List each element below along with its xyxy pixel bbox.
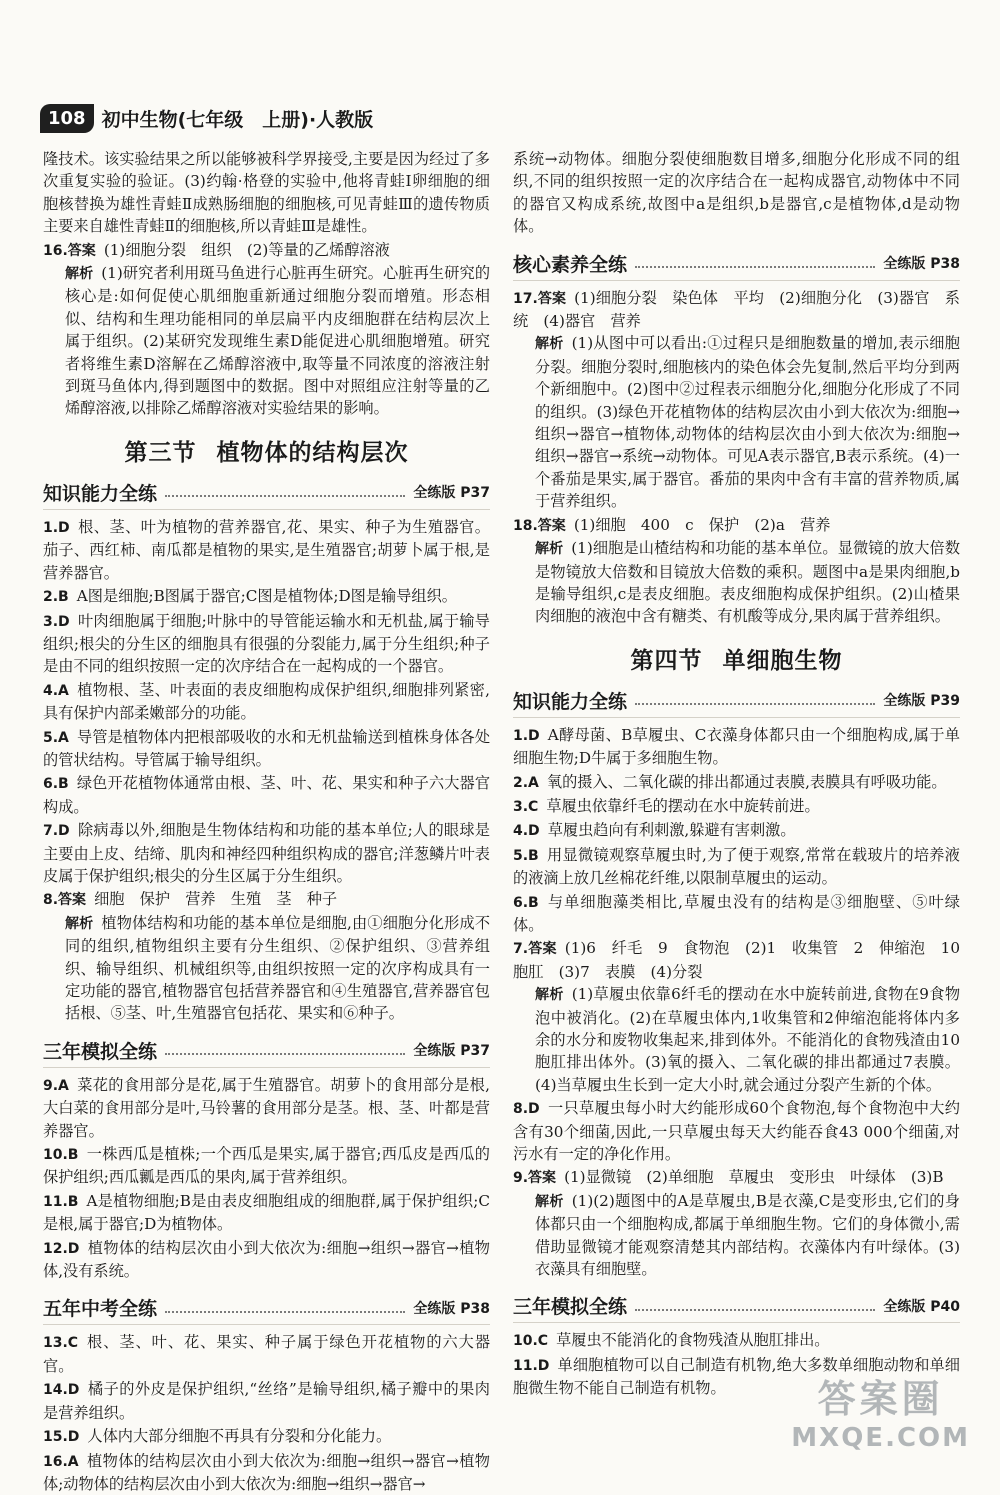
item-text: (1)细胞分裂 组织 (2)等量的乙烯醇溶液: [104, 241, 390, 259]
page-number: 108: [40, 104, 94, 133]
item-text: 人体内大部分细胞不再具有分裂和分化能力。: [87, 1427, 391, 1445]
item-label: 4.A: [43, 683, 69, 699]
item-text: 植物体的结构层次由小到大依次为:细胞→组织→器官→植物体,没有系统。: [43, 1239, 490, 1280]
answer-item: [43, 1074, 490, 1142]
section-ref: 全练版 P39: [883, 690, 960, 710]
item-label: 5.A: [43, 730, 69, 746]
dotted-leader: [635, 266, 875, 268]
dotted-leader: [635, 703, 875, 705]
item-label: 1.D: [513, 728, 540, 744]
section-header: [43, 479, 490, 510]
explanation: [513, 983, 960, 1096]
watermark-logo: [791, 1368, 970, 1453]
item-text: A是植物细胞;B是由表皮细胞组成的细胞群,属于保护组织;C是根,属于器官;D为植物体。: [43, 1192, 490, 1233]
item-text: 用显微镜观察草履虫时,为了便于观察,常常在载玻片的培养液的液滴上放几丝棉花纤维,以限制草履虫的运动。: [513, 846, 960, 887]
watermark-domain: MXQE.COM: [791, 1423, 970, 1453]
answer-item: [43, 1331, 490, 1377]
dotted-leader: [165, 1311, 405, 1313]
section-ref: 全练版 P38: [413, 1298, 490, 1318]
section-header: [513, 687, 960, 718]
item-label: 解析: [65, 266, 93, 282]
item-label: 17.答案: [513, 291, 566, 307]
explanation: [513, 332, 960, 512]
item-text: 植物体结构和功能的基本单位是细胞,由①细胞分化形成不同的组织,植物组织主要有分生组织、②保护组织、③营养组织、输导组织、机械组织等,由组织按照一定的次序构成具有一定功能的器官,植物器官包括营养器官和④生殖器官,营养器官包括根、⑤茎、叶,生殖器官包括花、果实和⑥种子。: [65, 914, 490, 1023]
item-text: 隆技术。该实验结果之所以能够被科学界接受,主要是因为经过了多次重复实验的验证。(3)约翰·格登的实验中,他将青蛙Ⅰ卵细胞的细胞核替换为雄性青蛙Ⅱ成熟肠细胞的细胞核,可见青蛙Ⅲ的遗传物质主要来自雄性青蛙Ⅱ的细胞核,所以青蛙Ⅲ是雄性。: [43, 150, 490, 235]
paragraph: [513, 148, 960, 238]
item-text: 根、茎、叶、花、果实、种子属于绿色开花植物的六大器官。: [43, 1333, 490, 1374]
item-text: 系统→动物体。细胞分裂使细胞数目增多,细胞分化形成不同的组织,不同的组织按照一定的次序结合在一起构成器官,动物体中不同的器官又构成系统,故图中a是组织,b是器官,c是植物体,d是动物体。: [513, 150, 960, 235]
item-text: 绿色开花植物体通常由根、茎、叶、花、果实和种子六大器官构成。: [43, 774, 490, 815]
section-ref: 全练版 P37: [413, 1040, 490, 1060]
item-label: 18.答案: [513, 518, 566, 534]
answer-item: [43, 888, 490, 911]
answer-item: [43, 585, 490, 608]
item-text: 菜花的食用部分是花,属于生殖器官。胡萝卜的食用部分是根,大白菜的食用部分是叶,马铃薯的食用部分是茎。根、茎、叶都是营养器官。: [43, 1076, 490, 1140]
chapter-title: [513, 642, 960, 675]
item-label: 9.答案: [513, 1170, 556, 1186]
answer-item: [43, 516, 490, 584]
section-title: 三年模拟全练: [513, 1292, 627, 1319]
explanation: [513, 1190, 960, 1281]
answer-item: [43, 1378, 490, 1424]
item-text: 单细胞植物可以自己制造有机物,绝大多数单细胞动物和单细胞微生物不能自己制造有机物。: [513, 1356, 960, 1397]
item-label: 6.B: [43, 776, 69, 792]
answer-item: [43, 610, 490, 678]
section-ref: 全练版 P40: [883, 1296, 960, 1316]
item-text: A图是细胞;B图属于器官;C图是植物体;D图是输导组织。: [77, 587, 457, 605]
dotted-leader: [635, 1309, 875, 1311]
item-text: 叶肉细胞属于细胞;叶脉中的导管能运输水和无机盐,属于输导组织;根尖的分生区的细胞具有很强的分裂能力,属于分生组织;种子是由不同的组织按照一定的次序结合在一起构成的一个器官。: [43, 612, 490, 676]
answer-item: [513, 287, 960, 333]
item-label: 解析: [65, 916, 93, 932]
answer-item: [513, 844, 960, 890]
answer-item: [43, 1190, 490, 1236]
watermark-text: 答案圈: [791, 1368, 970, 1423]
paragraph: [43, 148, 490, 238]
chapter-number: 第四节: [631, 648, 703, 674]
answer-item: [513, 1166, 960, 1189]
section-title: 知识能力全练: [43, 479, 157, 506]
answer-item: [43, 679, 490, 725]
section-ref: 全练版 P37: [413, 482, 490, 502]
item-text: 草履虫趋向有利刺激,躲避有害刺激。: [548, 821, 796, 839]
item-text: 草履虫不能消化的食物残渣从胞肛排出。: [556, 1331, 829, 1349]
item-label: 解析: [535, 1194, 564, 1210]
answer-item: [43, 1425, 490, 1448]
section-header: [513, 1292, 960, 1323]
item-text: A酵母菌、B草履虫、C衣藻身体都只由一个细胞构成,属于单细胞生物;D牛属于多细胞生物。: [513, 726, 960, 767]
item-text: (1)从图中可以看出:①过程只是细胞数量的增加,表示细胞分裂。细胞分裂时,细胞核内的染色体会先复制,然后平均分到两个新细胞中。(2)图中②过程表示细胞分化,细胞分化形成了不同的组织。(3)绿色开花植物体的结构层次由小到大依次为:细胞→组织→器官→植物体,动物体的结构层次由小到大依次为:细胞→组织→器官→系统→动物体。可见A表示器官,B表示系统。(4)一个番茄是果实,属于器官。番茄的果肉中含有丰富的营养物质,属于营养组织。: [535, 334, 960, 510]
item-label: 10.C: [513, 1333, 548, 1349]
item-label: 13.C: [43, 1335, 78, 1351]
chapter-name: 单细胞生物: [723, 648, 843, 674]
item-label: 2.B: [43, 589, 69, 605]
item-label: 解析: [535, 336, 564, 352]
item-text: 导管是植物体内把根部吸收的水和无机盐输送到植株身体各处的管状结构。导管属于输导组织。: [43, 728, 490, 769]
item-label: 3.C: [513, 799, 538, 815]
item-text: 与单细胞藻类相比,草履虫没有的结构是③细胞壁、⑤叶绿体。: [513, 893, 960, 934]
item-text: 一株西瓜是植株;一个西瓜是果实,属于器官;西瓜皮是西瓜的保护组织;西瓜瓤是西瓜的果肉,属于营养组织。: [43, 1145, 490, 1186]
item-text: 除病毒以外,细胞是生物体结构和功能的基本单位;人的眼球是主要由上皮、结缔、肌肉和神经四种组织构成的器官;洋葱鳞片叶表皮属于保护组织;根尖的分生区属于分生组织。: [43, 821, 490, 885]
section-header: [513, 250, 960, 281]
answer-item: [513, 514, 960, 537]
item-label: 7.D: [43, 823, 70, 839]
item-label: 3.D: [43, 614, 70, 630]
item-text: 细胞 保护 营养 生殖 茎 种子: [94, 890, 337, 908]
item-label: 7.答案: [513, 941, 557, 957]
item-label: 10.B: [43, 1147, 78, 1163]
section-ref: 全练版 P38: [883, 253, 960, 273]
item-label: 9.A: [43, 1078, 69, 1094]
item-label: 12.D: [43, 1241, 79, 1257]
section-header: [43, 1037, 490, 1068]
page-header: [40, 100, 373, 136]
right-column: [513, 148, 960, 1400]
answer-item: [513, 1097, 960, 1165]
answer-item: [513, 1329, 960, 1352]
section-title: 知识能力全练: [513, 687, 627, 714]
item-text: 根、茎、叶为植物的营养器官,花、果实、种子为生殖器官。茄子、西红柿、南瓜都是植物的果实,是生殖器官;胡萝卜属于根,是营养器官。: [43, 518, 490, 582]
item-label: 解析: [535, 987, 564, 1003]
answer-item: [513, 891, 960, 937]
item-text: (1)6 纤毛 9 食物泡 (2)1 收集管 2 伸缩泡 10 胞肛 (3)7 表膜 (4)分裂: [513, 939, 975, 980]
section-title: 核心素养全练: [513, 250, 627, 277]
answer-item: [43, 726, 490, 772]
explanation: [513, 537, 960, 628]
answer-item: [43, 1450, 490, 1495]
item-text: (1)显微镜 (2)单细胞 草履虫 变形虫 叶绿体 (3)B: [564, 1168, 943, 1186]
item-label: 14.D: [43, 1382, 79, 1398]
answer-item: [513, 771, 960, 794]
item-label: 6.B: [513, 895, 539, 911]
item-label: 8.D: [513, 1101, 540, 1117]
chapter-title: [43, 434, 490, 467]
item-text: 氧的摄入、二氧化碳的排出都通过表膜,表膜具有呼吸功能。: [547, 773, 947, 791]
section-title: 三年模拟全练: [43, 1037, 157, 1064]
item-text: 橘子的外皮是保护组织,“丝络”是输导组织,橘子瓣中的果肉是营养组织。: [43, 1380, 490, 1421]
item-label: 11.D: [513, 1358, 549, 1374]
section-title: 五年中考全练: [43, 1294, 157, 1321]
answer-item: [513, 937, 960, 983]
item-text: (1)(2)题图中的A是草履虫,B是衣藻,C是变形虫,它们的身体都只由一个细胞构成,都属于单细胞生物。它们的身体微小,需借助显微镜才能观察清楚其内部结构。衣藻体内有叶绿体。(3)衣藻具有细胞壁。: [535, 1192, 960, 1278]
item-text: 植物体的结构层次由小到大依次为:细胞→组织→器官→植物体;动物体的结构层次由小到大依次为:细胞→组织→器官→: [43, 1452, 490, 1493]
answer-item: [513, 724, 960, 770]
answer-item: [43, 1143, 490, 1189]
item-text: (1)研究者利用斑马鱼进行心脏再生研究。心脏再生研究的核心是:如何促使心肌细胞重新通过细胞分裂而增殖。形态相似、结构和生理功能相同的单层扁平内皮细胞群在结构层次上属于组织。(2)某研究发现维生素D能促进心肌细胞增殖。研究者将维生素D溶解在乙烯醇溶液中,取等量不同浓度的溶液注射到斑马鱼体内,得到题图中的数据。图中对照组应注射等量的乙烯醇溶液,以排除乙烯醇溶液对实验结果的影响。: [65, 264, 490, 417]
item-text: (1)草履虫依靠6纤毛的摆动在水中旋转前进,食物在9食物泡中被消化。(2)在草履虫体内,1收集管和2伸缩泡能将体内多余的水分和废物收集起来,排到体外。不能消化的食物残渣由10胞肛排出体外。(3)氧的摄入、二氧化碳的排出都通过7表膜。(4)当草履虫生长到一定大小时,就会通过分裂产生新的个体。: [535, 985, 960, 1094]
item-text: (1)细胞分裂 染色体 平均 (2)细胞分化 (3)器官 系统 (4)器官 营养: [513, 289, 960, 330]
item-label: 1.D: [43, 520, 70, 536]
dotted-leader: [165, 495, 405, 497]
explanation: [43, 262, 490, 420]
item-label: 15.D: [43, 1429, 79, 1445]
item-label: 5.B: [513, 848, 539, 864]
answer-item: [43, 239, 490, 262]
answer-item: [513, 819, 960, 842]
item-text: (1)细胞 400 c 保护 (2)a 营养: [574, 516, 831, 534]
item-label: 2.A: [513, 775, 539, 791]
item-label: 解析: [535, 541, 563, 557]
item-text: 植物根、茎、叶表面的表皮细胞构成保护组织,细胞排列紧密,具有保护内部柔嫩部分的功能。: [43, 681, 490, 722]
answer-item: [43, 1237, 490, 1283]
item-label: 16.答案: [43, 243, 96, 259]
item-text: (1)细胞是山楂结构和功能的基本单位。显微镜的放大倍数是物镜放大倍数和目镜放大倍数的乘积。题图中a是果肉细胞,b是输导组织,c是表皮细胞。表皮细胞构成保护组织。(2)山楂果肉细胞的液泡中含有糖类、有机酸等成分,果肉属于营养组织。: [535, 539, 960, 625]
chapter-name: 植物体的结构层次: [217, 440, 409, 466]
dotted-leader: [165, 1053, 405, 1055]
answer-item: [43, 772, 490, 818]
chapter-number: 第三节: [125, 440, 197, 466]
item-label: 4.D: [513, 823, 540, 839]
item-text: 一只草履虫每小时大约能形成60个食物泡,每个食物泡中大约含有30个细菌,因此,一只草履虫每天大约能吞食43 000个细菌,对污水有一定的净化作用。: [513, 1099, 960, 1163]
book-title: 初中生物(七年级 上册)·人教版: [102, 105, 374, 132]
item-text: 草履虫依靠纤毛的摆动在水中旋转前进。: [546, 797, 819, 815]
item-label: 11.B: [43, 1194, 78, 1210]
item-label: 8.答案: [43, 892, 86, 908]
answer-item: [513, 795, 960, 818]
explanation: [43, 912, 490, 1025]
section-header: [43, 1294, 490, 1325]
item-label: 16.A: [43, 1454, 79, 1470]
left-column: [43, 148, 490, 1495]
answer-item: [43, 819, 490, 887]
